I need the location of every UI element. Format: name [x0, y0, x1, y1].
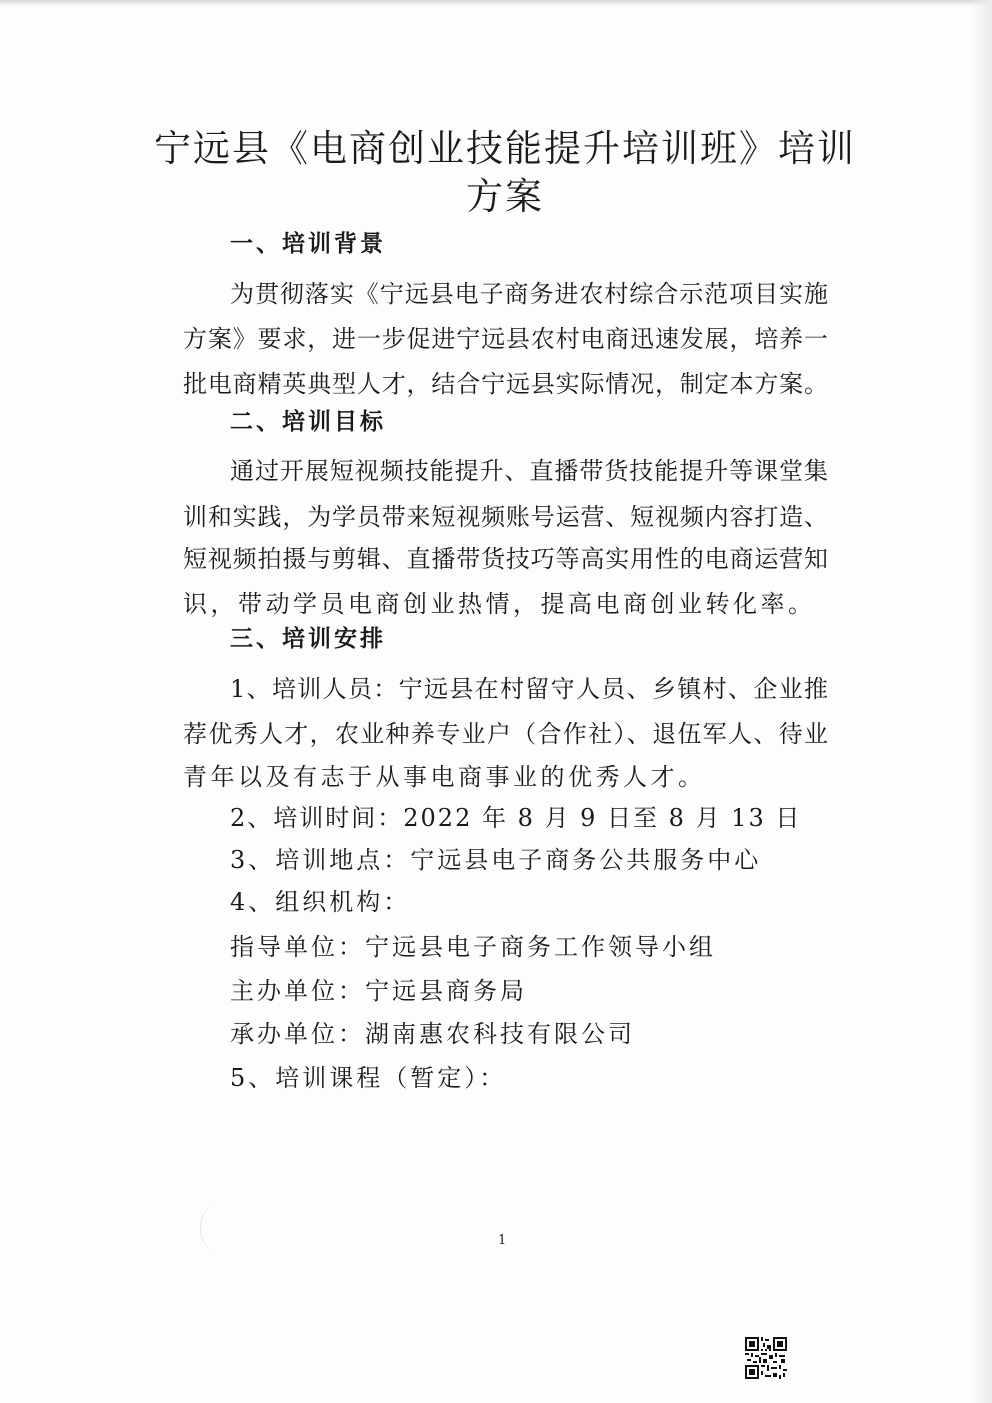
section1-heading: 一、培训背景 [230, 231, 386, 257]
section1-line2: 方案》要求，进一步促进宁远县农村电商迅速发展，培养一 [183, 325, 828, 353]
section3-item5-courses: 5、培训课程（暂定）： [230, 1064, 507, 1092]
section2-heading: 二、培训目标 [230, 409, 386, 435]
org-host-unit: 主办单位：宁远县商务局 [230, 977, 527, 1005]
section2-line1: 通过开展短视频技能提升、直播带货技能提升等课堂集 [230, 457, 828, 485]
section3-item1-line3: 青年以及有志于从事电商事业的优秀人才。 [183, 763, 706, 791]
section3-item4-organization: 4、组织机构： [230, 888, 411, 916]
section3-item1-line1: 1、培训人员：宁远县在村留守人员、乡镇村、企业推 [230, 675, 828, 703]
section3-heading: 三、培训安排 [230, 626, 386, 652]
section2-line2: 训和实践，为学员带来短视频账号运营、短视频内容打造、 [183, 503, 828, 531]
section3-item3-location: 3、培训地点：宁远县电子商务公共服务中心 [230, 846, 762, 874]
section1-line1: 为贯彻落实《宁远县电子商务进农村综合示范项目实施 [230, 280, 828, 308]
org-guide-unit: 指导单位：宁远县电子商务工作领导小组 [230, 933, 716, 961]
scan-smudge [200, 1205, 231, 1251]
document-title-line1: 宁远县《电商创业技能提升培训班》培训 [154, 127, 856, 170]
section1-line3: 批电商精英典型人才，结合宁远县实际情况，制定本方案。 [183, 370, 828, 398]
section2-line4: 识，带动学员电商创业热情，提高电商创业转化率。 [183, 590, 816, 618]
section3-item2-time: 2、培训时间：2022 年 8 月 9 日至 8 月 13 日 [230, 804, 802, 832]
document-title-line2: 方案 [466, 175, 544, 218]
section3-item1-line2: 荐优秀人才，农业种养专业户（合作社）、退伍军人、待业 [183, 720, 828, 748]
qr-code-icon [745, 1337, 787, 1379]
page-number: 1 [498, 1233, 507, 1248]
org-organizer-unit: 承办单位：湖南惠农科技有限公司 [230, 1020, 635, 1048]
section2-line3: 短视频拍摄与剪辑、直播带货技巧等高实用性的电商运营知 [183, 545, 828, 573]
